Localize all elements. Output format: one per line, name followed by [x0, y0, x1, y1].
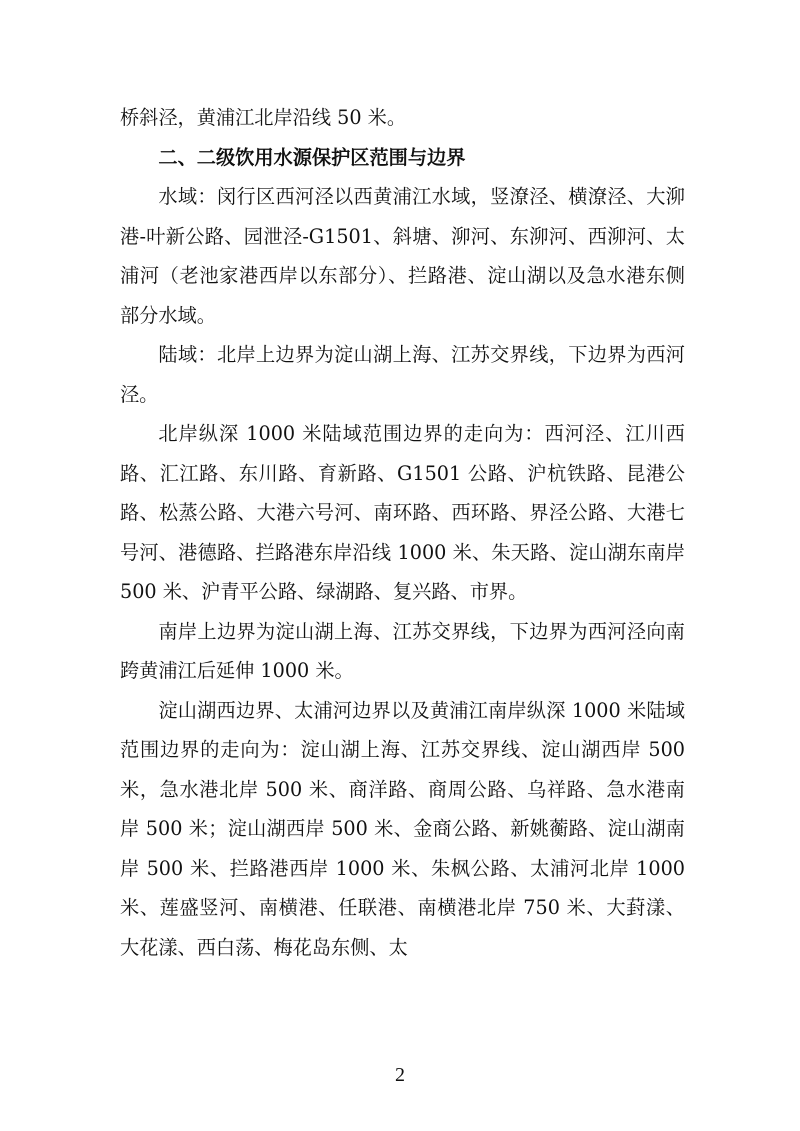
paragraph-land-area: 陆域：北岸上边界为淀山湖上海、江苏交界线，下边界为西河泾。	[120, 343, 685, 406]
document-body	[120, 98, 685, 967]
paragraph-water-area: 水域：闵行区西河泾以西黄浦江水域，竖潦泾、横潦泾、大泖港-叶新公路、园泄泾-G1501、斜塘、泖河、东泖河、西泖河、太浦河（老池家港西岸以东部分）、拦路港、淀山湖以及急水港东侧部分水域。	[120, 185, 685, 327]
paragraph-north-bank-boundary: 北岸纵深 1000 米陆域范围边界的走向为：西河泾、江川西路、汇江路、东川路、育新路、G1501 公路、沪杭铁路、昆港公路、松蒸公路、大港六号河、南环路、西环路、界泾公路、大港七号河、港德路、拦路港东岸沿线 1000 米、朱天路、淀山湖东南岸 500 米、沪青平公路、绿湖路、复兴路、市界。	[120, 422, 685, 603]
section-heading: 二、二级饮用水源保护区范围与边界	[158, 145, 466, 169]
continuation-paragraph: 桥斜泾，黄浦江北岸沿线 50 米。	[120, 106, 407, 129]
page-number: 2	[395, 1064, 405, 1086]
paragraph-west-boundary: 淀山湖西边界、太浦河边界以及黄浦江南岸纵深 1000 米陆域范围边界的走向为：淀山湖上海、江苏交界线、淀山湖西岸 500 米，急水港北岸 500 米、商洋路、商周公路、乌祥路、急水港南岸 500 米；淀山湖西岸 500 米、金商公路、新姚蘅路、淀山湖南岸 500 米、拦路港西岸 1000 米、朱枫公路、太浦河北岸 1000 米、莲盛竖河、南横港、任联港、南横港北岸 750 米、大葑漾、大花漾、西白荡、梅花岛东侧、太	[120, 698, 685, 959]
paragraph-south-bank: 南岸上边界为淀山湖上海、江苏交界线，下边界为西河泾向南跨黄浦江后延伸 1000 米。	[120, 619, 685, 682]
